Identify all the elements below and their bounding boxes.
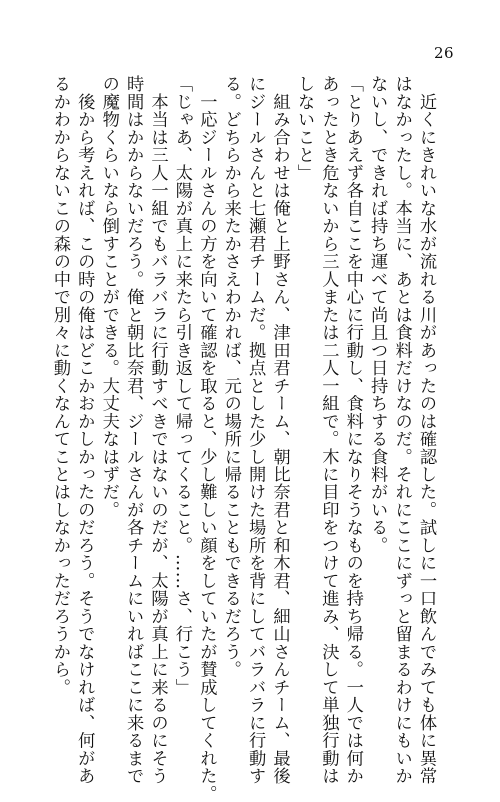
text-line: るかわからないこの森の中で別々に動くなんてことはしなかっただろうから。 bbox=[49, 75, 70, 696]
text-line: しないこと」 bbox=[293, 75, 314, 182]
text-line: 後から考えれば、この時の俺はどこかおかしかったのだろう。そうでなければ、何があ bbox=[74, 75, 95, 785]
body-text bbox=[48, 75, 439, 802]
text-line: あったとき危ないから三人または二人一組で。木に目印をつけて進み、決して単独行動は bbox=[318, 75, 339, 785]
text-line: 本当は三人一組でもバラバラに行動すべきではないのだが、太陽が真上に来るのにそう bbox=[147, 75, 168, 785]
text-line: る。どちらから来たかさえわかれば、元の場所に帰ることもできるだろう。 bbox=[220, 75, 241, 679]
text-line: 「とりあえず各自ここを中心に行動し、食料になりそうなものを持ち帰る。一人では何か bbox=[342, 75, 363, 785]
text-line: の魔物くらいなら倒すことができる。大丈夫なはずだ。 bbox=[98, 75, 119, 519]
text-line: はなかったし。本当に、あとは食料だけなのだ。それにここにずっと留まるわけにもいか bbox=[391, 75, 412, 785]
text-line: 一応ジールさんの方を向いて確認を取ると、少し難しい顔をしていたが賛成してくれた。 bbox=[196, 75, 217, 802]
page-number: 26 bbox=[434, 44, 455, 62]
text-line: にジールさんと七瀬君チームだ。拠点とした少し開けた場所を背にしてバラバラに行動す bbox=[245, 75, 266, 785]
text-line: 近くにきれいな水が流れる川があったのは確認した。試しに一口飲んでみても体に異常 bbox=[416, 75, 436, 785]
text-line: 「じゃあ、太陽が真上に来たら引き返して帰ってくること。……さ、行こう」 bbox=[171, 75, 192, 696]
text-line: 組み合わせは俺と上野さん、津田君チーム、朝比奈君と和木君、細山さんチーム、最後 bbox=[269, 75, 290, 785]
text-line: ないし、できれば持ち運べて尚且つ日持ちする食料がいる。 bbox=[367, 75, 388, 554]
text-line: 時間はかからないだろう。俺と朝比奈君、ジールさんが各チームにいればここに来るまで bbox=[123, 75, 144, 785]
